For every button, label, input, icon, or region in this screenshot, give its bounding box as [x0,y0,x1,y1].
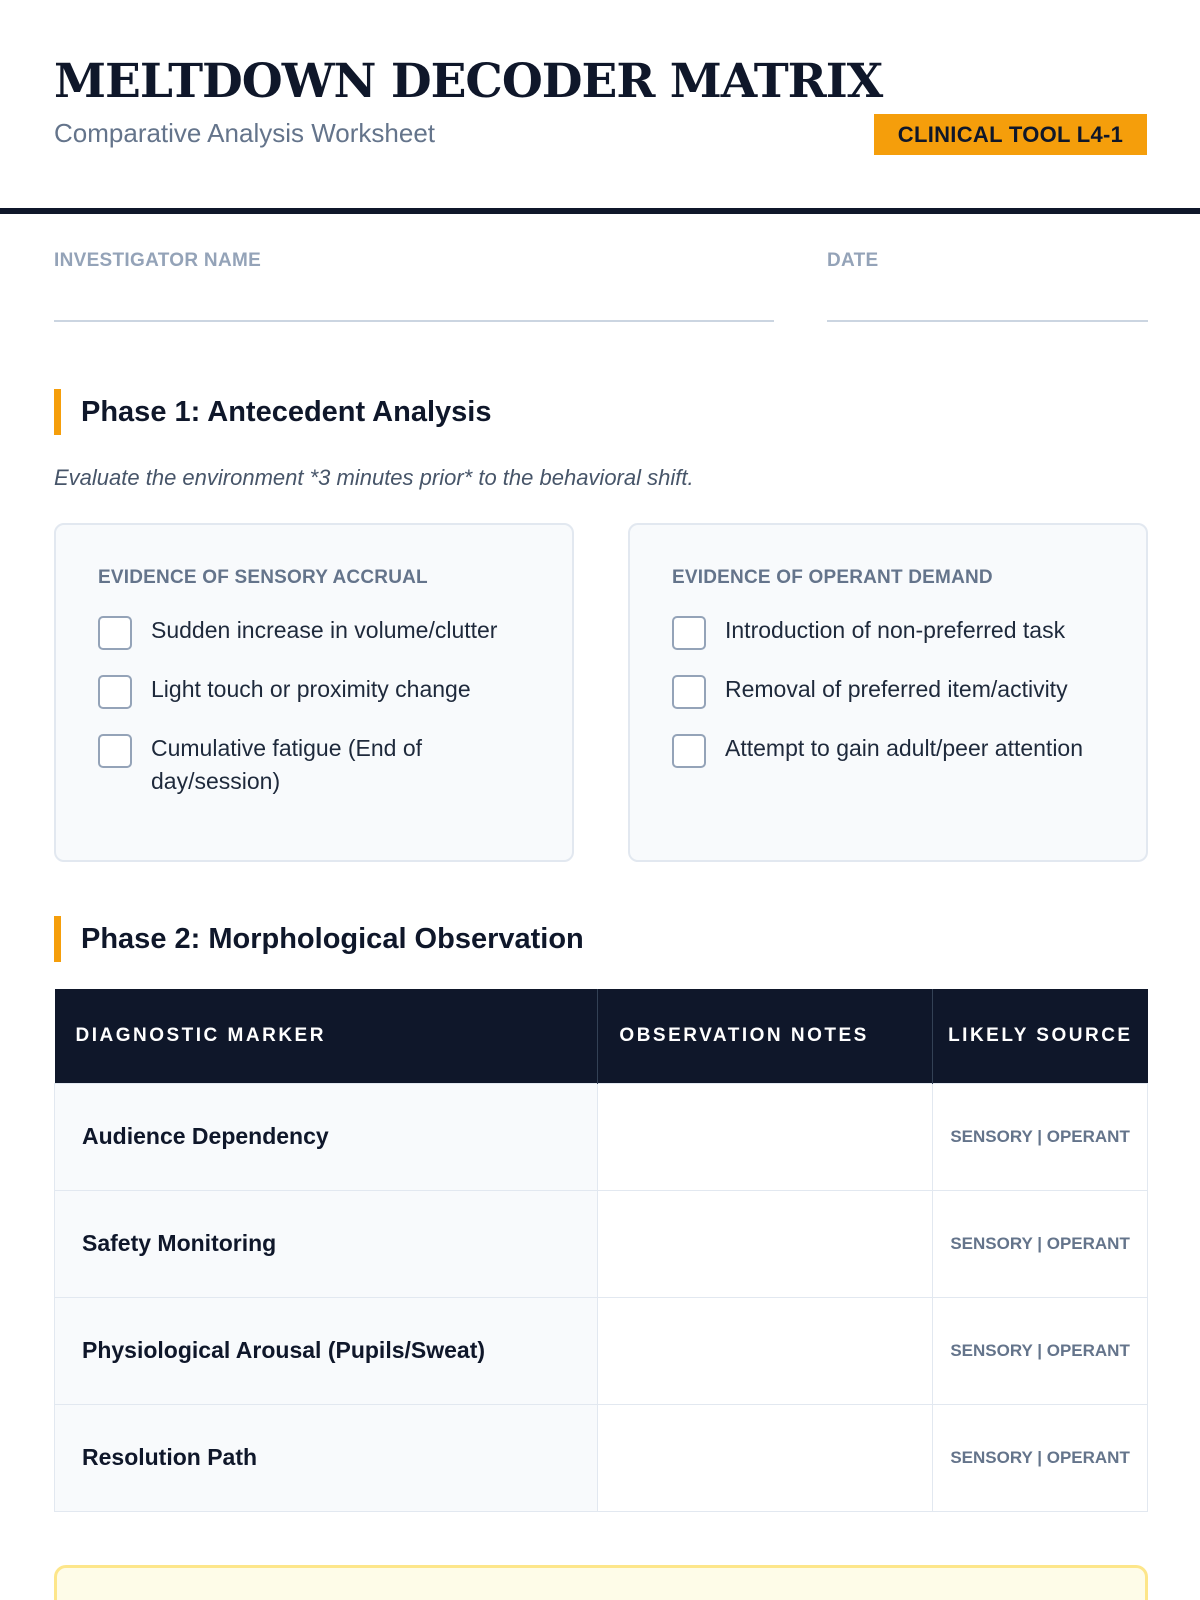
checklist-label: Sudden increase in volume/clutter [151,617,498,643]
investigator-name-field[interactable] [54,320,774,322]
diagnostic-marker-cell: Resolution Path [55,1404,598,1511]
worksheet-header [0,0,1200,214]
date-label: DATE [827,250,879,271]
sensory-accrual-card [54,523,574,862]
worksheet-title: MELTDOWN DECODER MATRIX [54,54,883,109]
observation-notes-cell[interactable] [598,1083,933,1190]
phase-accent-bar [54,389,61,435]
phase-1-heading [54,389,491,435]
observation-notes-cell[interactable] [598,1190,933,1297]
clinical-tool-badge: CLINICAL TOOL L4-1 [874,114,1147,155]
checkbox[interactable] [98,616,132,650]
likely-source-cell[interactable]: SENSORY | OPERANT [933,1083,1148,1190]
table-header-row [55,989,1148,1083]
likely-source-cell[interactable]: SENSORY | OPERANT [933,1190,1148,1297]
table-row [55,1404,1148,1511]
investigator-name-label: INVESTIGATOR NAME [54,250,262,271]
phase-2-title: Phase 2: Morphological Observation [81,922,584,955]
phase-1-instruction: Evaluate the environment *3 minutes prior* to the behavioral shift. [54,465,694,490]
table-row [55,1190,1148,1297]
checklist-label: Attempt to gain adult/peer attention [725,735,1084,761]
note-callout-box [54,1565,1148,1600]
table-row [55,1083,1148,1190]
morphological-observation-table [54,989,1148,1512]
column-header-observation-notes: OBSERVATION NOTES [598,989,933,1083]
operant-card-title: EVIDENCE OF OPERANT DEMAND [672,567,993,588]
checklist-label: Introduction of non-preferred task [725,617,1066,643]
table-row [55,1297,1148,1404]
operant-checklist-item[interactable] [672,732,1106,768]
diagnostic-marker-cell: Audience Dependency [55,1083,598,1190]
observation-notes-cell[interactable] [598,1297,933,1404]
observation-notes-cell[interactable] [598,1404,933,1511]
checklist-label: Light touch or proximity change [151,676,471,702]
sensory-card-title: EVIDENCE OF SENSORY ACCRUAL [98,567,428,588]
phase-accent-bar [54,916,61,962]
checkbox[interactable] [672,734,706,768]
diagnostic-marker-cell: Safety Monitoring [55,1190,598,1297]
checkbox[interactable] [98,734,132,768]
date-field[interactable] [827,320,1148,322]
sensory-checklist-item[interactable] [98,732,532,798]
diagnostic-marker-cell: Physiological Arousal (Pupils/Sweat) [55,1297,598,1404]
column-header-likely-source: LIKELY SOURCE [933,989,1148,1083]
phase-1-title: Phase 1: Antecedent Analysis [81,395,492,428]
checklist-label: Cumulative fatigue (End of day/session) [151,735,423,794]
likely-source-cell[interactable]: SENSORY | OPERANT [933,1297,1148,1404]
sensory-checklist-item[interactable] [98,614,532,650]
column-header-diagnostic-marker: DIAGNOSTIC MARKER [55,989,598,1083]
checkbox[interactable] [98,675,132,709]
likely-source-cell[interactable]: SENSORY | OPERANT [933,1404,1148,1511]
operant-checklist-item[interactable] [672,673,1106,709]
operant-checklist-item[interactable] [672,614,1106,650]
sensory-checklist-item[interactable] [98,673,532,709]
checklist-label: Removal of preferred item/activity [725,676,1068,702]
operant-demand-card [628,523,1148,862]
checkbox[interactable] [672,675,706,709]
checkbox[interactable] [672,616,706,650]
phase-2-heading [54,916,584,962]
worksheet-subtitle: Comparative Analysis Worksheet [54,118,436,148]
